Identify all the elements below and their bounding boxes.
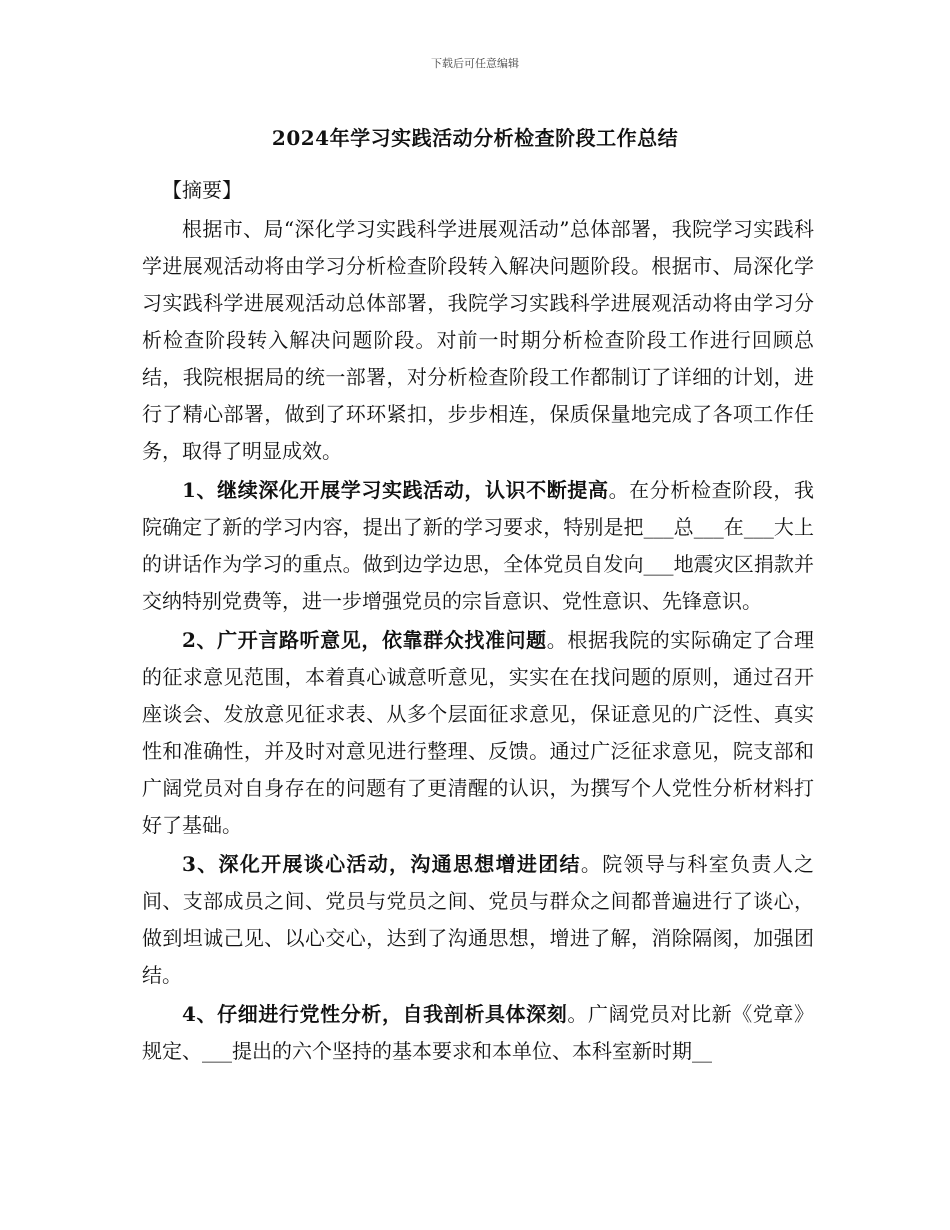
header-note: 下载后可任意编辑 xyxy=(431,57,519,70)
paragraph-lead: 4、仔细进行党性分析，自我剖析具体深刻 xyxy=(182,1002,568,1026)
paragraph-intro xyxy=(142,211,814,470)
paragraph-text: 。根据我院的实际确定了合理的征求意见范围，本着真心诚意听意见，实实在在找问题的原则，通过召开座谈会、发放意见征求表、从多个层面征求意见，保证意见的广泛性、真实性和准确性，并及时对意见进行整理、反馈。通过广泛征求意见，院支部和广阔党员对自身存在的问题有了更清醒的认识，为撰写个人党性分析材料打好了基础。 xyxy=(142,628,814,837)
paragraph-text: 。院领导与科室负责人之间、支部成员之间、党员与党员之间、党员与群众之间都普遍进行了谈心，做到坦诚己见、以心交心，达到了沟通思想，增进了解，消除隔阂，加强团结。 xyxy=(142,852,815,987)
document-title: 2024年学习实践活动分析检查阶段工作总结 xyxy=(271,126,679,150)
abstract-label: 【摘要】 xyxy=(162,178,242,202)
paragraph-4 xyxy=(142,996,814,1070)
paragraph-3 xyxy=(142,846,814,994)
paragraph-text: 根据市、局“深化学习实践科学进展观活动”总体部署，我院学习实践科学进展观活动将由学习分析检查阶段转入解决问题阶段。根据市、局深化学习实践科学进展观活动总体部署，我院学习实践科学进展观活动将由学习分析检查阶段转入解决问题阶段。对前一时期分析检查阶段工作进行回顾总结，我院根据局的统一部署，对分析检查阶段工作都制订了详细的计划，进行了精心部署，做到了环环紧扣，步步相连，保质保量地完成了各项工作任务，取得了明显成效。 xyxy=(142,217,814,463)
paragraph-2 xyxy=(142,622,814,844)
paragraph-lead: 3、深化开展谈心活动，沟通思想增进团结 xyxy=(182,852,581,876)
paragraph-1 xyxy=(142,472,814,620)
paragraph-lead: 2、广开言路听意见，依靠群众找准问题 xyxy=(182,628,547,652)
document-body xyxy=(142,172,814,1070)
paragraph-text: 。广阔党员对比新《党章》规定、___提出的六个坚持的基本要求和本单位、本科室新时期__ xyxy=(142,1002,815,1063)
paragraph-lead: 1、继续深化开展学习实践活动，认识不断提高 xyxy=(182,478,609,502)
paragraph-text: 。在分析检查阶段，我院确定了新的学习内容，提出了新的学习要求，特别是把___总___在___大上的讲话作为学习的重点。做到边学边思，全体党员自发向___地震灾区捐款并交纳特别党费等，进一步增强党员的宗旨意识、党性意识、先锋意识。 xyxy=(142,478,815,613)
